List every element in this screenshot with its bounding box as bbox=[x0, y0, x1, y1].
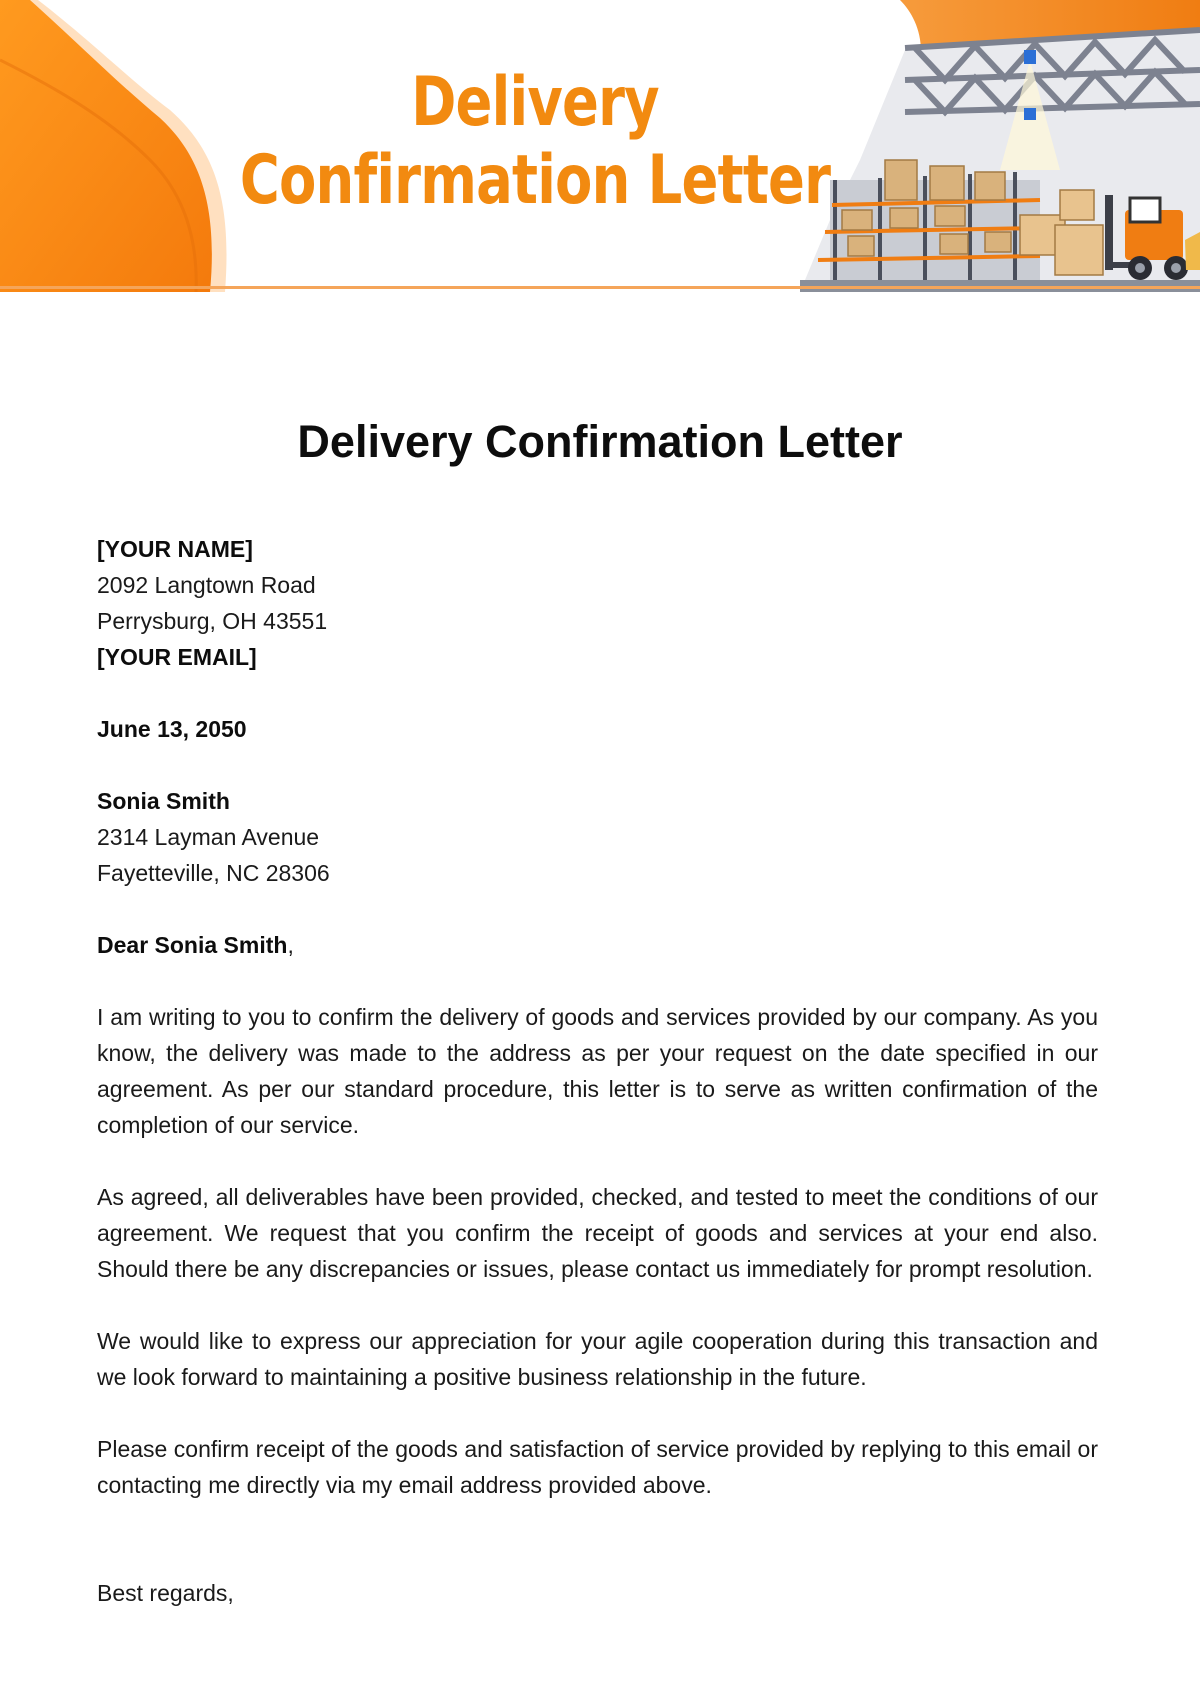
salutation-name: Dear Sonia Smith bbox=[97, 932, 288, 958]
letter-body bbox=[97, 531, 1098, 1611]
body-paragraph: I am writing to you to confirm the delivery of goods and services provided by our company. As you know, the delivery was made to the address as per your request on the date specified in our agreement. As per our standard procedure, this letter is to serve as written confirmation of the completion of our service. bbox=[97, 1004, 1098, 1138]
body-paragraph: As agreed, all deliverables have been provided, checked, and tested to meet the conditions of our agreement. We request that you confirm the receipt of goods and services at your end also. Should there be any discrepancies or issues, please contact us immediately for prompt resolution. bbox=[97, 1184, 1098, 1282]
header-banner bbox=[0, 0, 1200, 292]
salutation bbox=[97, 927, 1098, 963]
sender-name: [YOUR NAME] bbox=[97, 536, 253, 562]
banner-title: Delivery Confirmation Letter bbox=[239, 63, 831, 220]
banner-rule bbox=[0, 286, 1200, 289]
warehouse-forklift-illustration bbox=[800, 30, 1200, 292]
sender-email: [YOUR EMAIL] bbox=[97, 644, 257, 670]
spacer bbox=[97, 747, 1098, 783]
recipient-address-line2: Fayetteville, NC 28306 bbox=[97, 860, 330, 886]
letter-date: June 13, 2050 bbox=[97, 716, 247, 742]
sender-address-line2: Perrysburg, OH 43551 bbox=[97, 608, 328, 634]
document-title: Delivery Confirmation Letter bbox=[297, 416, 903, 467]
recipient-address-line1: 2314 Layman Avenue bbox=[97, 824, 320, 850]
body-paragraph: We would like to express our appreciation for your agile cooperation during this transaction and we look forward to maintaining a positive business relationship in the future. bbox=[97, 1328, 1098, 1390]
closing: Best regards, bbox=[97, 1580, 234, 1606]
body-paragraph: Please confirm receipt of the goods and satisfaction of service provided by replying to this email or contacting me directly via my email address provided above. bbox=[97, 1436, 1098, 1498]
salutation-punct: , bbox=[287, 932, 294, 958]
recipient-name: Sonia Smith bbox=[97, 788, 230, 814]
sender-address-line1: 2092 Langtown Road bbox=[97, 572, 316, 598]
spacer bbox=[97, 675, 1098, 711]
left-orange-wave bbox=[0, 0, 227, 292]
spacer bbox=[97, 891, 1098, 927]
